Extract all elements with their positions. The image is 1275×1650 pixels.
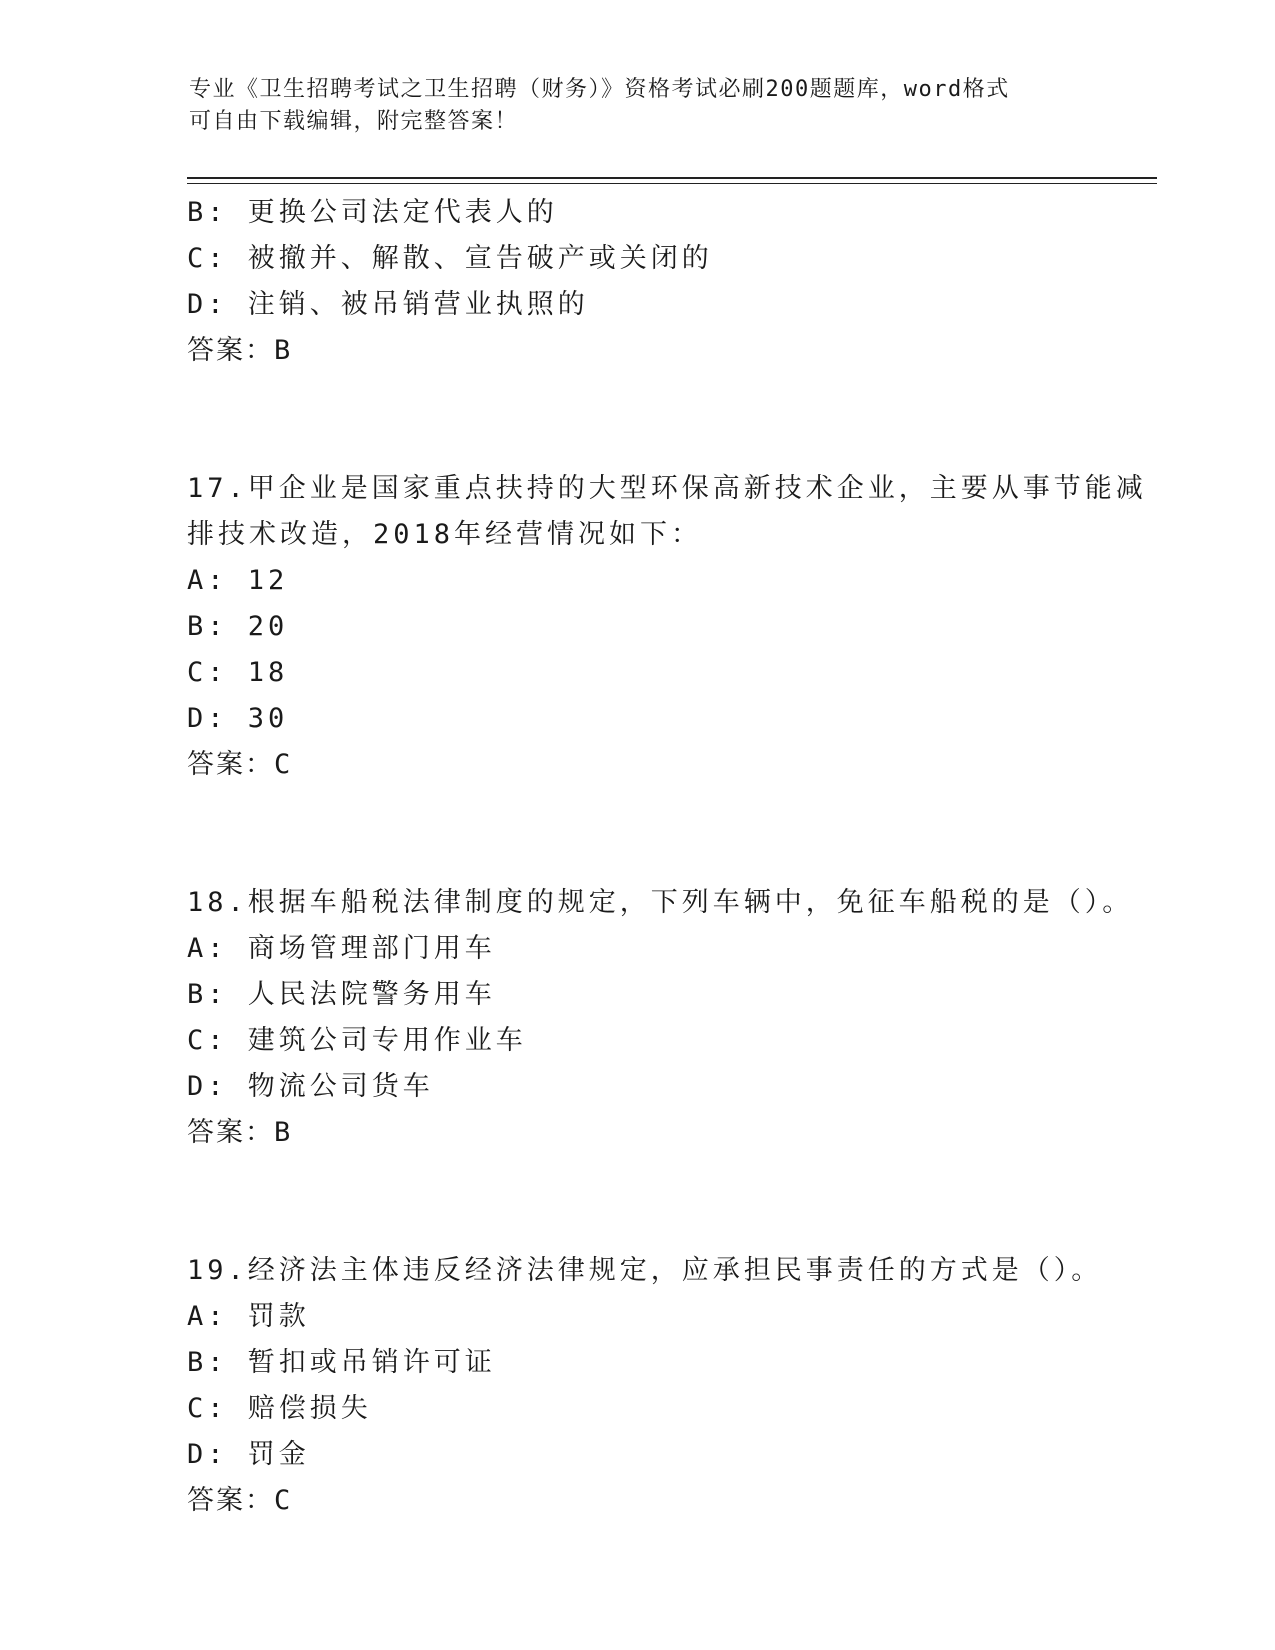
option-b: B: 暂扣或吊销许可证	[187, 1347, 496, 1378]
question-stem: 19.经济法主体违反经济法律规定，应承担民事责任的方式是（）。	[187, 1255, 1103, 1286]
question-19	[187, 1248, 1103, 1524]
option-c: C: 赔偿损失	[187, 1393, 372, 1424]
question-stem: 18.根据车船税法律制度的规定，下列车辆中，免征车船税的是（）。	[187, 887, 1134, 918]
document-header	[189, 74, 1089, 138]
answer: 答案：C	[187, 749, 293, 780]
spacer	[187, 1156, 1087, 1248]
option-b: B: 人民法院警务用车	[187, 979, 496, 1010]
option-c: C: 18	[187, 657, 289, 688]
option-c: C: 被撤并、解散、宣告破产或关闭的	[187, 243, 713, 274]
option-a: A: 12	[187, 565, 289, 596]
option-c: C: 建筑公司专用作业车	[187, 1025, 527, 1056]
option-b: B: 20	[187, 611, 289, 642]
answer: 答案：C	[187, 1485, 293, 1516]
spacer	[187, 788, 1087, 880]
header-line-2: 可自由下载编辑，附完整答案！	[189, 109, 519, 134]
header-line-1: 专业《卫生招聘考试之卫生招聘（财务）》资格考试必刷200题题库，word格式	[189, 77, 1010, 102]
option-a: A: 罚款	[187, 1301, 310, 1332]
option-a: A: 商场管理部门用车	[187, 933, 496, 964]
answer: 答案：B	[187, 335, 293, 366]
header-divider-thin	[187, 183, 1157, 184]
option-d: D: 注销、被吊销营业执照的	[187, 289, 589, 320]
question-17	[187, 466, 1147, 788]
question-stem-line-2: 排技术改造，2018年经营情况如下：	[187, 519, 703, 550]
question-stem-line-1: 17.甲企业是国家重点扶持的大型环保高新技术企业，主要从事节能减	[187, 473, 1147, 504]
question-16	[187, 190, 1087, 374]
option-d: D: 30	[187, 703, 289, 734]
spacer	[187, 374, 1087, 466]
document-body	[187, 190, 1147, 1524]
header-divider-thick	[187, 177, 1157, 179]
question-18	[187, 880, 1134, 1156]
option-d: D: 物流公司货车	[187, 1071, 434, 1102]
answer: 答案：B	[187, 1117, 293, 1148]
option-d: D: 罚金	[187, 1439, 310, 1470]
option-b: B: 更换公司法定代表人的	[187, 197, 558, 228]
